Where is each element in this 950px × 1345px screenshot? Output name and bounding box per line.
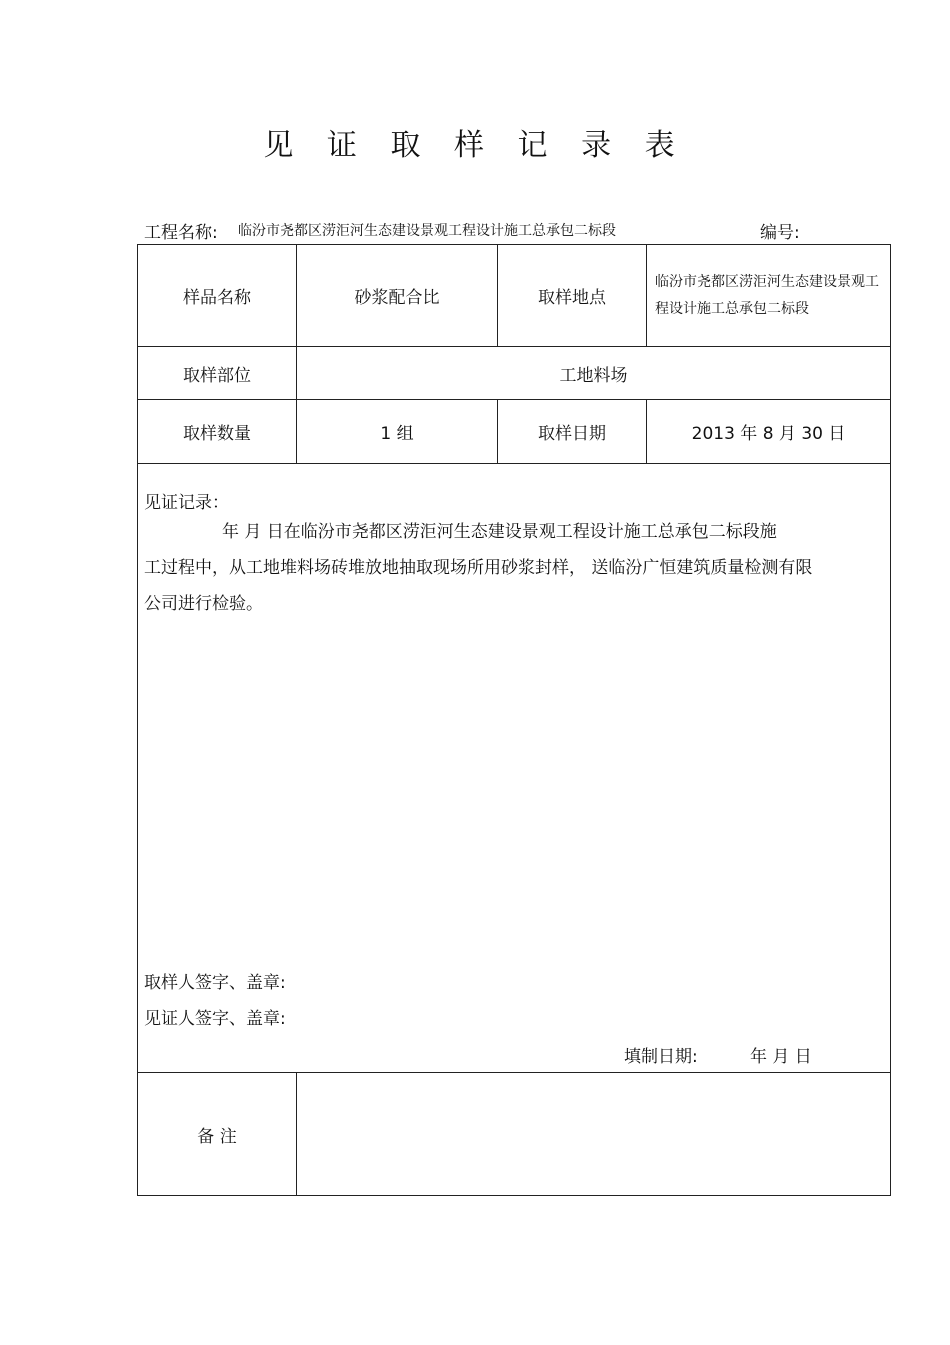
- sampling-part-label: 取样部位: [138, 347, 297, 400]
- fill-date-value: 年 月 日: [750, 1047, 812, 1067]
- witness-signature-label: 见证人签字、盖章:: [144, 1009, 286, 1029]
- sampler-signature-label: 取样人签字、盖章:: [144, 973, 286, 993]
- sampling-record-table: [137, 244, 891, 1196]
- witness-record-title: 见证记录：: [144, 493, 229, 513]
- sampling-location-value: 临汾市尧都区涝洰河生态建设景观工程设计施工总承包二标段: [647, 245, 891, 347]
- sample-name-value: 砂浆配合比: [297, 245, 498, 347]
- record-line-2: 工过程中，从工地堆料场砖堆放地抽取现场所用砂浆封样， 送临汾广恒建筑质量检测有限: [144, 558, 813, 578]
- project-name-value: 临汾市尧都区涝洰河生态建设景观工程设计施工总承包二标段: [238, 223, 616, 239]
- sampling-location-label: 取样地点: [498, 245, 647, 347]
- page-title: 见 证 取 样 记 录 表: [263, 128, 687, 163]
- witness-record-body: [144, 514, 880, 622]
- record-line-1: 年 月 日在临汾市尧都区涝洰河生态建设景观工程设计施工总承包二标段施: [222, 522, 777, 542]
- record-line-3: 公司进行检验。: [144, 594, 263, 614]
- sample-name-label: 样品名称: [138, 245, 297, 347]
- sampling-quantity-label: 取样数量: [138, 400, 297, 464]
- sampling-date-value: 2013 年 8 月 30 日: [647, 400, 891, 464]
- witness-record-cell: [138, 464, 891, 1073]
- number-label: 编号:: [760, 223, 800, 243]
- fill-date-label: 填制日期:: [624, 1047, 698, 1067]
- project-name-label: 工程名称:: [144, 223, 218, 243]
- sampling-date-label: 取样日期: [498, 400, 647, 464]
- remarks-value: [297, 1073, 891, 1196]
- sampling-quantity-value: 1 组: [297, 400, 498, 464]
- remarks-label: 备 注: [138, 1073, 297, 1196]
- sampling-part-value: 工地料场: [297, 347, 891, 400]
